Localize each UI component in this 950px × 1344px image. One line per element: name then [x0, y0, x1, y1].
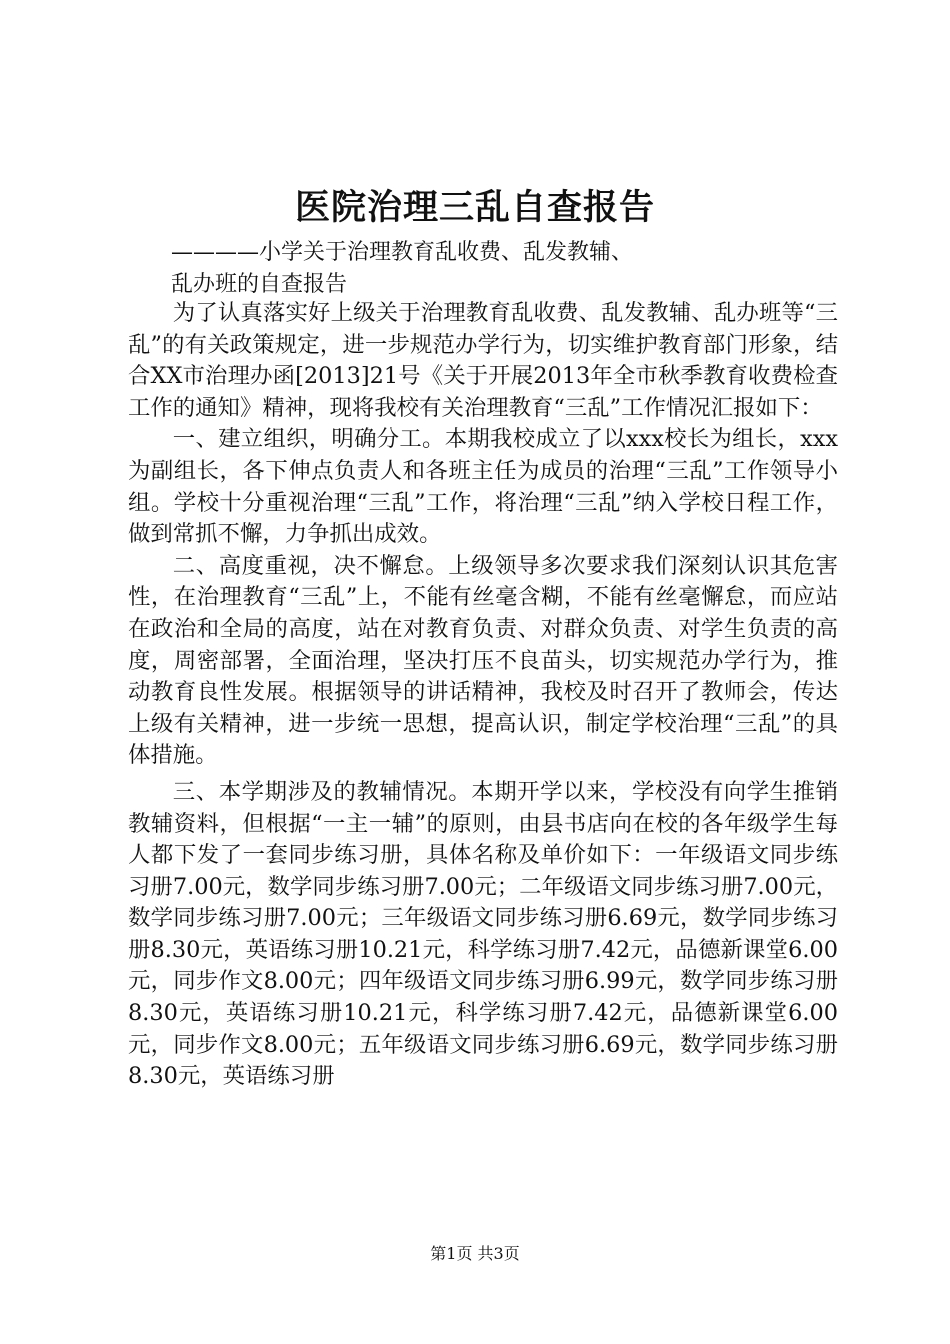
paragraph-section-3: 三、本学期涉及的教辅情况。本期开学以来，学校没有向学生推销教辅资料，但根据“一主一辅”的原则，由县书店向在校的各年级学生每人都下发了一套同步练习册，具体名称及单价如下：一年级语文同步练习册7.00元，数学同步练习册7.00元；二年级语文同步练习册7.00元，数学同步练习册7.00元；三年级语文同步练习册6.69元，数学同步练习册8.30元，英语练习册10.21元，科学练习册7.42元，品德新课堂6.00元，同步作文8.00元；四年级语文同步练习册6.99元，数学同步练习册8.30元，英语练习册10.21元，科学练习册7.42元，品德新课堂6.00元，同步作文8.00元；五年级语文同步练习册6.69元，数学同步练习册8.30元，英语练习册 — [128, 778, 838, 1090]
document-subtitle — [171, 237, 811, 301]
paragraph-intro: 为了认真落实好上级关于治理教育乱收费、乱发教辅、乱办班等“三乱”的有关政策规定，进一步规范办学行为，切实维护教育部门形象，结合XX市治理办函[2013]21号《关于开展2013年全市秋季教育收费检查工作的通知》精神，现将我校有关治理教育“三乱”工作情况汇报如下： — [128, 300, 838, 421]
subtitle-line-2: 乱办班的自查报告 — [171, 272, 348, 297]
document-title: 医院治理三乱自查报告 — [294, 187, 655, 228]
paragraph-section-2: 二、高度重视，决不懈怠。上级领导多次要求我们深刻认识其危害性，在治理教育“三乱”上，不能有丝毫含糊，不能有丝毫懈怠，而应站在政治和全局的高度，站在对教育负责、对群众负责、对学生负责的高度，周密部署，全面治理，坚决打压不良苗头，切实规范办学行为，推动教育良性发展。根据领导的讲话精神，我校及时召开了教师会，传达上级有关精神，进一步统一思想，提高认识，制定学校治理“三乱”的具体措施。 — [128, 552, 838, 769]
subtitle-line-1: ————小学关于治理教育乱收费、乱发教辅、 — [171, 240, 634, 265]
paragraph-section-1: 一、建立组织，明确分工。本期我校成立了以xxx校长为组长，xxx为副组长，各下伸点负责人和各班主任为成员的治理“三乱”工作领导小组。学校十分重视治理“三乱”工作，将治理“三乱”纳入学校日程工作，做到常抓不懈，力争抓出成效。 — [128, 426, 838, 548]
page-footer: 第1页 共3页 — [430, 1244, 520, 1263]
document-body — [128, 298, 838, 1093]
